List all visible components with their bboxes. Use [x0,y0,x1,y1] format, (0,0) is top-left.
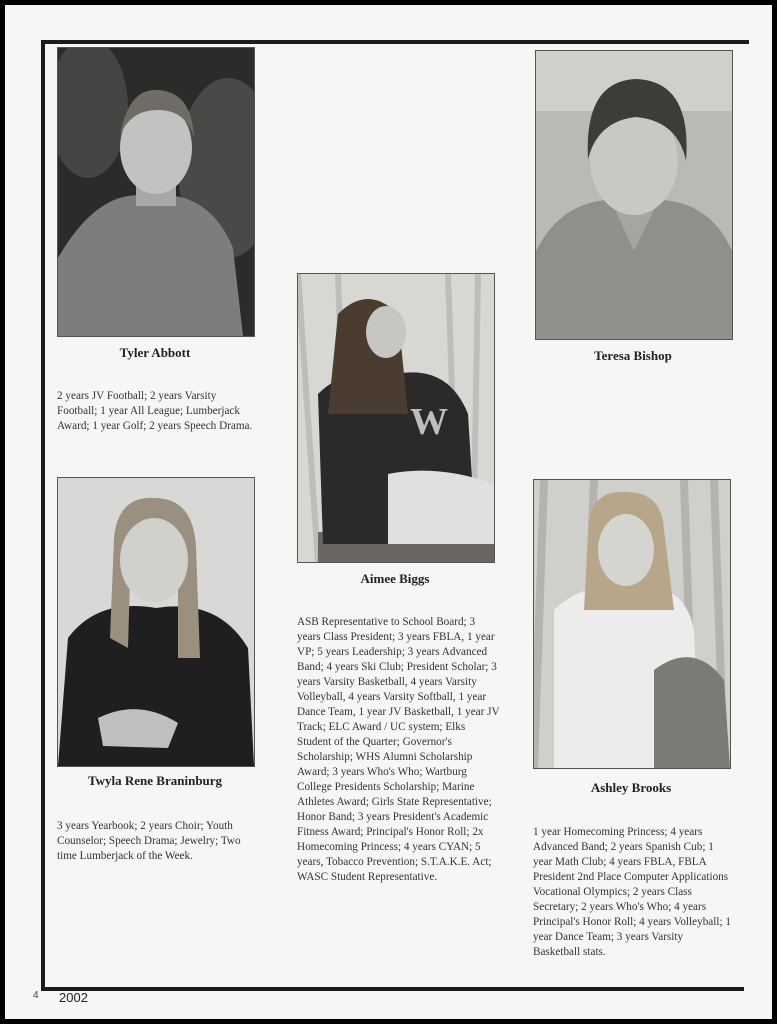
twyla-braninburg-bio: 3 years Yearbook; 2 years Choir; Youth Counselor; Speech Drama; Jewelry; Two time Lumberjack of the Week. [57,820,241,862]
tyler-abbott-name: Tyler Abbott [119,345,191,360]
footer-year: 2002 [59,990,88,1005]
teresa-bishop-photo [535,50,733,340]
twyla-braninburg-photo [57,477,255,767]
tyler-abbott-bio: 2 years JV Football; 2 years Varsity Football; 1 year All League; Lumberjack Award; 1 year Golf; 2 years Speech Drama. [57,390,253,432]
svg-text:W: W [410,401,448,443]
aimee-biggs-photo [297,273,495,563]
yearbook-page [5,5,772,1019]
tyler-abbott-photo [57,47,255,337]
ashley-brooks-name: Ashley Brooks [590,780,672,795]
top-rule [41,40,749,44]
page-number: 4 [33,990,39,1001]
aimee-biggs-name: Aimee Biggs [360,571,430,586]
ashley-brooks-photo [533,479,731,769]
bottom-rule [41,987,744,991]
teresa-bishop-name: Teresa Bishop [594,348,672,363]
ashley-brooks-bio: 1 year Homecoming Princess; 4 years Advanced Band; 2 years Spanish Cub; 1 year Math Club; 4 years FBLA, FBLA President 2nd Place Computer Applications Vocational Olympics; 2 years Class Secretary; 2 years Who's Who; 4 years Principal's Honor Roll; 4 years Volleyball; 1 year Dance Team; 3 years Varsity Basketball stats. [533,826,731,958]
left-rule [41,40,45,991]
aimee-biggs-bio: ASB Representative to School Board; 3 years Class President; 3 years FBLA, 1 year VP; 5 years Leadership; 3 years Advanced Band; 4 years Ski Club; President Scholar; 3 years Varsity Basketball, 4 years Varsity Volleyball, 4 years Varsity Softball, 1 year Dance Team, 1 year JV Basketball, 1 year JV Track; ELC Award / UC system; Elks Student of the Quarter; Governor's Scholarship; WHS Alumni Scholarship Award; 3 years Who's Who; Wartburg College Presidents Scholarship; Marine Athletes Award; Girls State Representative; Honor Band; 3 years President's Academic Fitness Award; Principal's Honor Roll; 2x Homecoming Princess; 4 years CYAN; 5 years, Tobacco Prevention; S.T.A.K.E. Act; WASC Student Representative. [297,616,500,883]
twyla-braninburg-name: Twyla Rene Braninburg [87,773,223,788]
